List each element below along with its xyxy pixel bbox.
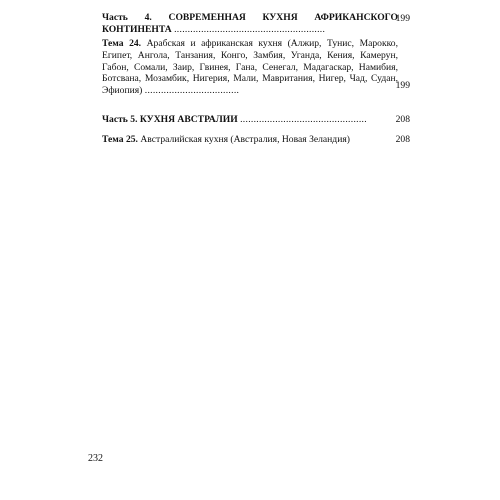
topic-title: Арабская и африканская кухня (Алжир, Тунис, Марокко, Египет, Ангола, Танзания, Конго, Замбия, Уганда, Кения, Камерун, Габон, Сомали, Заир, Гвинея, Гана, Сенегал, Мадагаскар, Намибия, Ботсвана, Мозамбик, Нигерия, Мали, Мавритания, Нигер, Чад, Судан, Эфиопия) — [102, 38, 398, 97]
dot-leader: ................................... — [144, 85, 240, 97]
toc-entry-text — [88, 12, 398, 36]
toc-entry-topic-24 — [88, 38, 410, 97]
toc-entry-part-5 — [88, 114, 410, 126]
topic-label: Тема 24. — [102, 38, 142, 49]
page-number: 208 — [395, 114, 410, 125]
page-footer-number: 232 — [88, 453, 103, 464]
toc-entry-text — [88, 134, 398, 146]
toc-entry-text — [88, 38, 398, 97]
dot-leader: ............................................... — [240, 114, 367, 125]
page-number: 199 — [395, 80, 410, 91]
part-label: Часть 5. — [102, 114, 138, 125]
part-title: КУХНЯ АВСТРАЛИИ — [139, 114, 238, 125]
page-number: 208 — [395, 134, 410, 145]
topic-label: Тема 25. — [102, 134, 138, 145]
page-number: 199 — [395, 13, 410, 24]
dot-leader: ........................................................ — [174, 23, 326, 35]
toc-entry-topic-25 — [88, 134, 410, 146]
part-title: СОВРЕМЕННАЯ КУХНЯ АФРИКАНСКОГО КОНТИНЕНТА — [102, 12, 399, 35]
topic-title: Австралийская кухня (Австралия, Новая Зеландия) — [140, 134, 350, 145]
toc-entry-part-4 — [88, 12, 410, 36]
part-label: Часть 4. — [102, 12, 152, 23]
toc-entry-text — [88, 114, 398, 126]
